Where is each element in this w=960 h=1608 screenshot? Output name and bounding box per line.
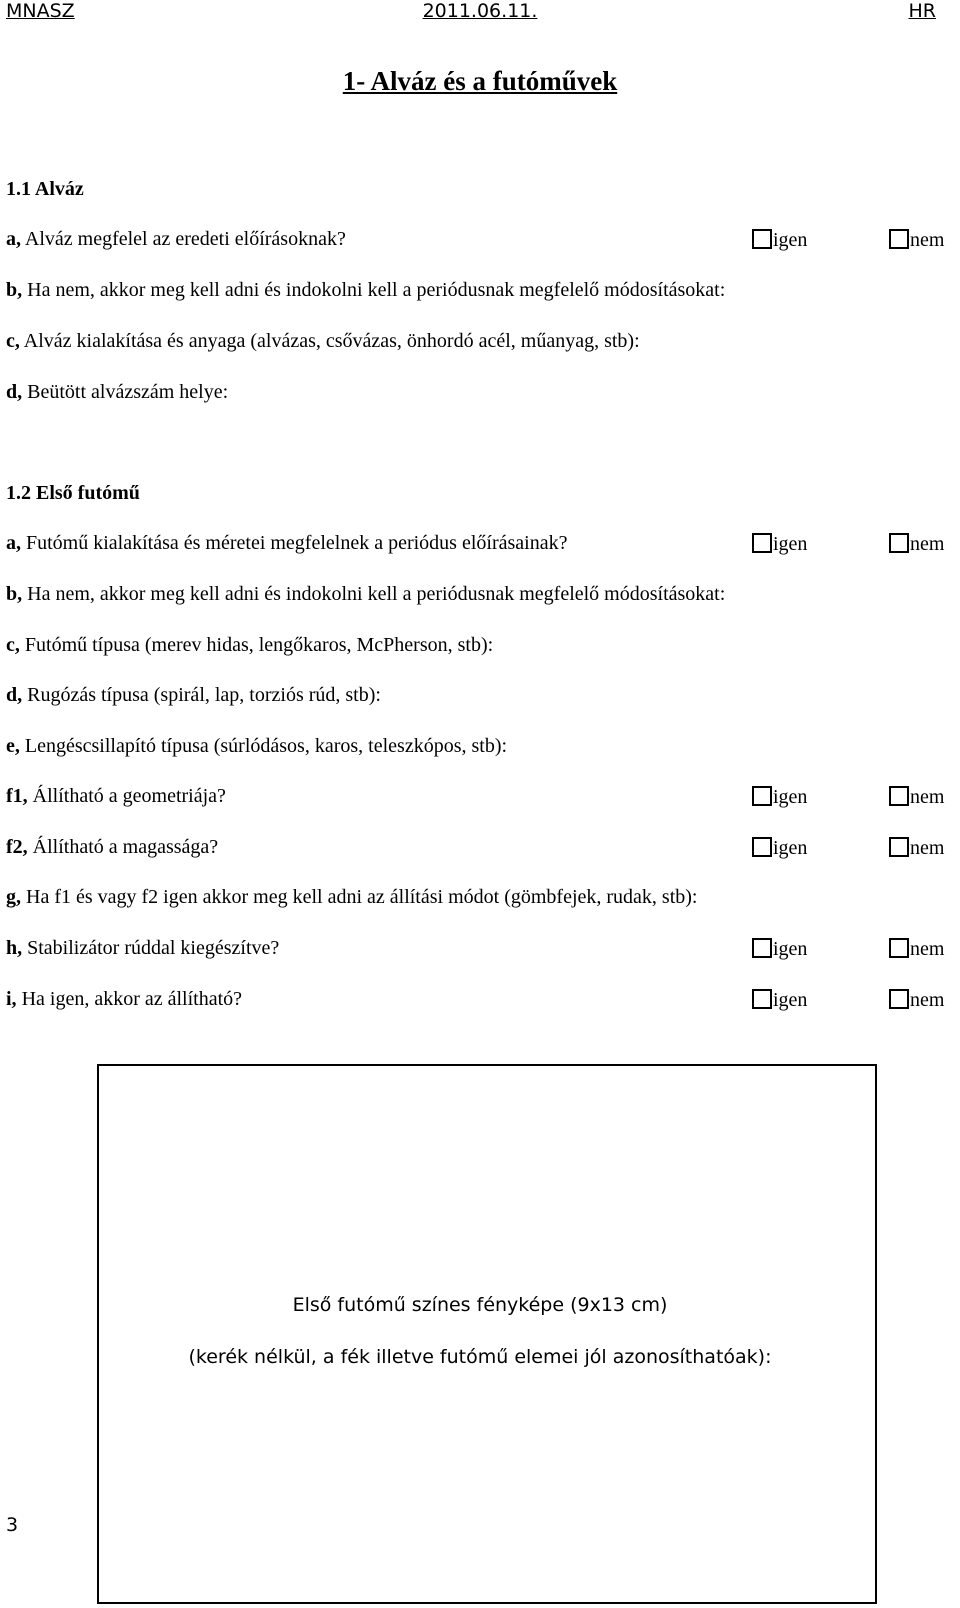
question-text: Ha nem, akkor meg kell adni és indokolni kell a periódusnak megfelelő módosításokat:	[22, 583, 726, 605]
checkbox[interactable]	[752, 533, 772, 553]
question-prefix: d,	[6, 381, 23, 403]
option-nem-2h[interactable]	[889, 938, 944, 962]
checkbox[interactable]	[889, 989, 909, 1009]
section-title-elso-futomu: 1.2 Első futómű	[6, 482, 140, 504]
photo-placeholder-box	[97, 1064, 877, 1604]
question-text: Futómű típusa (merev hidas, lengőkaros, McPherson, stb):	[19, 634, 494, 656]
page-title: 1- Alváz és a futóművek	[342, 66, 618, 96]
checkbox[interactable]	[752, 229, 772, 249]
question-text: Ha igen, akkor az állítható?	[16, 988, 243, 1010]
checkbox[interactable]	[752, 786, 772, 806]
option-label: igen	[773, 989, 808, 1011]
question-prefix: g,	[6, 886, 21, 908]
option-label: igen	[773, 786, 808, 808]
question-text: Stabilizátor rúddal kiegészítve?	[22, 937, 280, 959]
option-label: nem	[910, 229, 945, 251]
header-center	[0, 0, 960, 22]
question-prefix: b,	[6, 583, 23, 605]
question-text: Ha nem, akkor meg kell adni és indokolni kell a periódusnak megfelelő módosításokat:	[22, 279, 726, 301]
question-2b	[6, 583, 725, 609]
question-prefix: i,	[6, 988, 17, 1010]
question-2f2	[6, 836, 218, 862]
option-label: nem	[910, 786, 945, 808]
question-1b	[6, 279, 725, 305]
option-nem-2i[interactable]	[889, 989, 944, 1013]
question-prefix: d,	[6, 684, 23, 706]
checkbox[interactable]	[752, 989, 772, 1009]
header-right-text: HR	[908, 0, 936, 22]
checkbox[interactable]	[889, 938, 909, 958]
question-2i	[6, 988, 242, 1014]
checkbox[interactable]	[752, 837, 772, 857]
question-prefix: a,	[6, 532, 21, 554]
photo-caption-line2: (kerék nélkül, a fék illetve futómű elemei jól azonosíthatóak):	[188, 1346, 772, 1368]
question-prefix: b,	[6, 279, 23, 301]
question-text: Beütött alvázszám helye:	[22, 381, 229, 403]
question-2e	[6, 735, 507, 761]
question-text: Állítható a geometriája?	[27, 785, 226, 807]
question-prefix: e,	[6, 735, 20, 757]
checkbox[interactable]	[889, 786, 909, 806]
option-igen-2f1[interactable]	[752, 786, 807, 810]
question-1c	[6, 330, 640, 356]
checkbox[interactable]	[889, 837, 909, 857]
question-text: Lengéscsillapító típusa (súrlódásos, karos, teleszkópos, stb):	[19, 735, 508, 757]
question-prefix: h,	[6, 937, 23, 959]
question-2g	[6, 886, 697, 912]
option-label: nem	[910, 533, 945, 555]
option-igen-2h[interactable]	[752, 938, 807, 962]
question-text: Alváz megfelel az eredeti előírásoknak?	[21, 228, 346, 250]
option-nem-2a[interactable]	[889, 533, 944, 557]
option-igen-2i[interactable]	[752, 989, 807, 1013]
question-prefix: f1,	[6, 785, 28, 807]
option-igen-2f2[interactable]	[752, 837, 807, 861]
option-label: nem	[910, 837, 945, 859]
question-2f1	[6, 785, 226, 811]
question-2c	[6, 634, 493, 660]
option-label: igen	[773, 938, 808, 960]
question-2d	[6, 684, 381, 710]
checkbox[interactable]	[889, 533, 909, 553]
question-prefix: a,	[6, 228, 21, 250]
option-label: igen	[773, 533, 808, 555]
option-label: nem	[910, 989, 945, 1011]
question-text: Állítható a magassága?	[27, 836, 219, 858]
question-2a	[6, 532, 567, 558]
photo-caption-line1: Első futómű színes fényképe (9x13 cm)	[292, 1294, 668, 1316]
option-igen-2a[interactable]	[752, 533, 807, 557]
option-nem-1a[interactable]	[889, 229, 944, 253]
option-label: igen	[773, 229, 808, 251]
option-label: nem	[910, 938, 945, 960]
question-prefix: f2,	[6, 836, 28, 858]
header-right	[909, 0, 937, 22]
section-title-alvaz: 1.1 Alváz	[6, 178, 84, 200]
option-igen-1a[interactable]	[752, 229, 807, 253]
option-nem-2f1[interactable]	[889, 786, 944, 810]
option-label: igen	[773, 837, 808, 859]
question-text: Rugózás típusa (spirál, lap, torziós rúd, stb):	[22, 684, 381, 706]
question-text: Ha f1 és vagy f2 igen akkor meg kell adni az állítási módot (gömbfejek, rudak, stb):	[21, 886, 698, 908]
question-text: Alváz kialakítása és anyaga (alvázas, csővázas, önhordó acél, műanyag, stb):	[19, 330, 640, 352]
checkbox[interactable]	[889, 229, 909, 249]
checkbox[interactable]	[752, 938, 772, 958]
question-2h	[6, 937, 279, 963]
question-prefix: c,	[6, 330, 20, 352]
question-prefix: c,	[6, 634, 20, 656]
question-1a	[6, 228, 346, 254]
header-date: 2011.06.11.	[422, 0, 538, 22]
question-1d	[6, 381, 228, 407]
question-text: Futómű kialakítása és méretei megfelelnek a periódus előírásainak?	[21, 532, 568, 554]
header-left-text: MNASZ	[6, 0, 75, 22]
page-number: 3	[6, 1514, 19, 1536]
option-nem-2f2[interactable]	[889, 837, 944, 861]
